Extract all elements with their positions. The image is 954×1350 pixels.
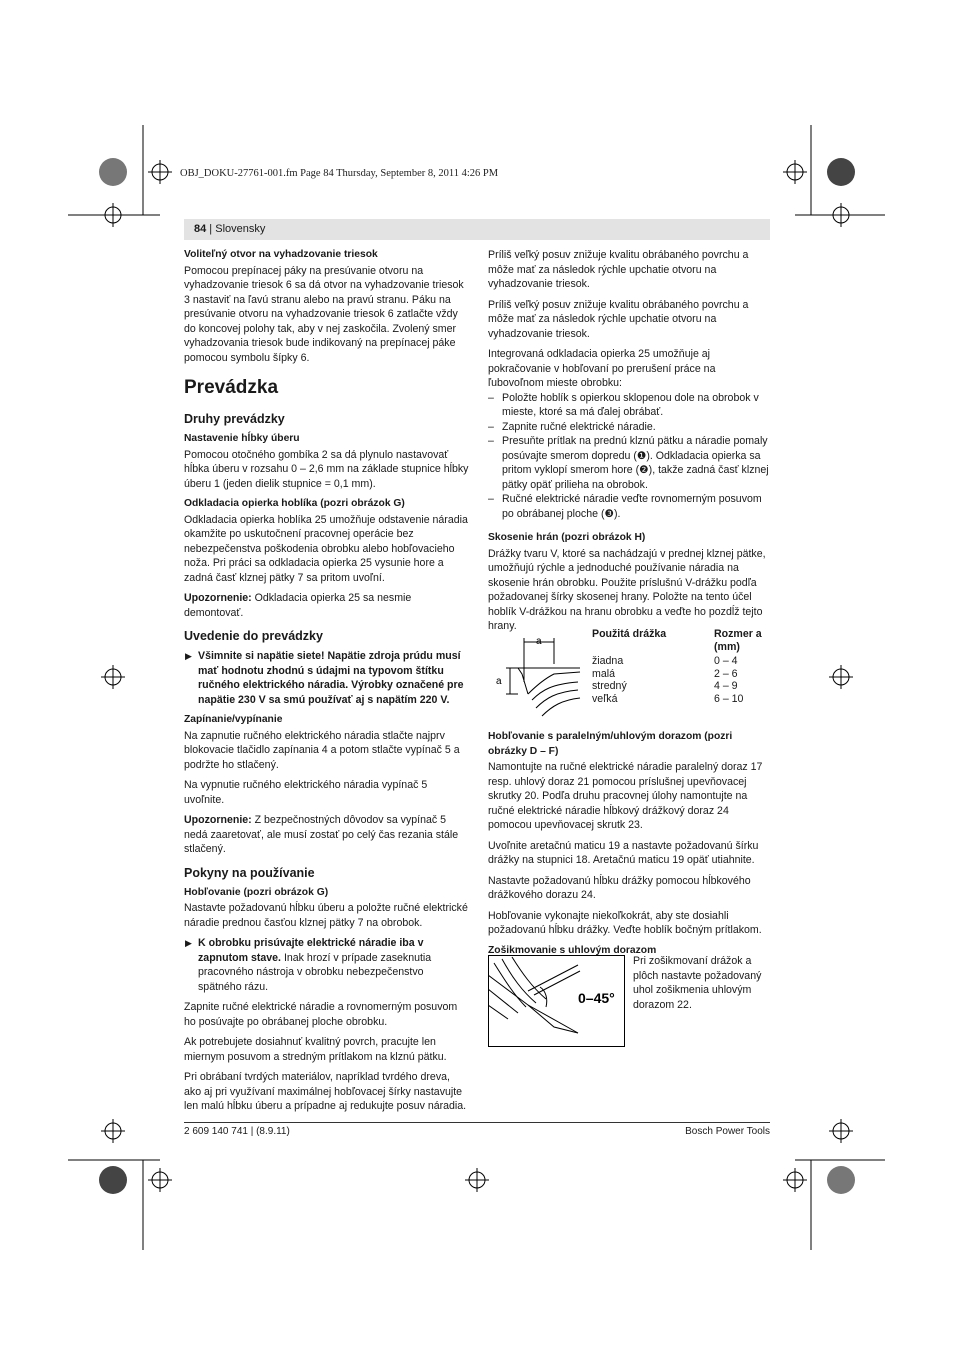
paragraph: Príliš veľký posuv znižuje kvalitu obrábaného povrchu a môže mať za následok rýchle upchatie otvoru na vyhadzovanie triesok.	[488, 249, 749, 290]
section-title: Nastavenie hĺbky úberu	[184, 433, 300, 444]
bevel-figure	[488, 955, 626, 1048]
paragraph: Uvoľnite aretačnú maticu 19 a nastavte požadovanú šírku drážky na stupnici 18. Aretačnú maticu 19 opäť utiahnite.	[488, 839, 759, 866]
page-header: 84 | Slovensky	[194, 223, 266, 235]
right-column-lower	[488, 730, 771, 959]
angle-label: 0–45°	[578, 990, 615, 1006]
section-heading: Uvedenie do prevádzky	[184, 629, 323, 643]
paragraph: Drážky tvaru V, ktoré sa nachádzajú v prednej klznej pätke, umožňujú rýchle a jednoduché používanie náradia na skosenie hrán obrobku. Použite príslušnú V-drážku podľa požadovanej šírky skosenej hrany. Položte na tento účel hoblík V-drážkou na hranu obrobku a veďte ho pozdĺž tejto hrany.	[488, 547, 766, 632]
paragraph: Zapnite ručné elektrické náradie a rovnomerným posuvom ho posúvajte po obrábanej ploche obrobku.	[184, 1001, 458, 1028]
footer-right: Bosch Power Tools	[685, 1126, 770, 1137]
paragraph: Nastavte požadovanú hĺbku úberu a položte ručné elektrické náradie prednou časťou klznej pätky 7 na obrobok.	[184, 902, 468, 929]
paragraph: Ak potrebujete dosiahnuť kvalitný povrch, pracujte len miernym posuvom a stredným prítlakom na klznú pätku.	[184, 1036, 447, 1063]
paragraph: Pomocou prepínacej páky na presúvanie otvoru na vyhadzovanie triesok 6 sa dá otvor na vyhadzovanie triesok 3 nastaviť na ľavú stranu alebo na pravú stranu. Páku na presúvanie otvoru na vyhadzovanie triesok 6 zatlačte vždy do koncovej polohy tak, aby v nej zaskočila. Zvolený smer vyhadzovania triesok bude indikovaný na prepínacej páke pomocou symbolu šípky 6.	[184, 264, 464, 364]
section-title: Skosenie hrán (pozri obrázok H)	[488, 532, 646, 543]
paragraph: Nastavte požadovanú hĺbku drážky pomocou hĺbkového drážkového dorazu 24.	[488, 874, 751, 901]
section-title: Hobľovanie (pozri obrázok G)	[184, 886, 329, 898]
groove-table	[592, 628, 772, 705]
table-header: Rozmer a (mm)	[714, 628, 762, 653]
warning: ▶ Všimnite si napätie siete! Napätie zdroja prúdu musí mať hodnotu zhodnú s údajmi na typovom štítku ručného elektrického náradia. Výrobky označené pre napätie 230 V sa smú používať aj s napätím 220 V.	[185, 650, 464, 706]
chapter-title: Prevádzka	[184, 377, 279, 398]
table-row: veľká 6 – 10	[592, 692, 744, 705]
language: Slovensky	[215, 223, 266, 235]
paragraph: Pomocou otočného gombíka 2 sa dá plynulo nastavovať hĺbka úberu v rozsahu 0 – 2,6 mm na základe stupnice hĺbky úberu 1 (jeden dielik stupnice = 0,1 mm).	[184, 448, 469, 490]
arrow-icon: ▶	[185, 651, 192, 661]
note: Upozornenie: Z bezpečnostných dôvodov sa vypínač 5 nedá zaaretovať, ale musí zostať po celý čas rezania stále stlačený.	[184, 814, 459, 855]
list-item: – Presuňte prítlak na prednú klznú pätku a náradie pomaly posúvajte smerom dopredu (❶). Odkladacia opierka sa pritom vyklopí smerom hore (❷), takže zadná časť klznej pätky opäť prilieha na obrobok.	[488, 434, 771, 492]
section-title: Voliteľný otvor na vyhadzovanie triesok	[184, 249, 378, 260]
footer-line	[184, 1122, 770, 1123]
paragraph: Na zapnutie ručného elektrického náradia stlačte najprv blokovacie tlačidlo zapínania 4 a potom stlačte vypínač 5 a podržte ho stlačený.	[184, 729, 460, 771]
bevel-text	[633, 954, 773, 1018]
section-title: Zošikmovanie s uhlovým dorazom	[488, 944, 657, 956]
file-header: OBJ_DOKU-27761-001.fm Page 84 Thursday, September 8, 2011 4:26 PM	[180, 168, 499, 179]
paragraph: Príliš veľký posuv znižuje kvalitu obrábaného povrchu a môže mať za následok rýchle upchatie otvoru na vyhadzovanie triesok.	[488, 298, 749, 340]
dimension-label: a	[496, 676, 502, 687]
paragraph: Integrovaná odkladacia opierka 25 umožňuje aj pokračovanie v hobľovaní po prerušení práce na ľubovoľnom mieste obrobku:	[488, 348, 716, 389]
paragraph: Na vypnutie ručného elektrického náradia vypínač 5 uvoľnite.	[184, 779, 428, 806]
table-row: malá 2 – 6	[592, 667, 738, 680]
table-header: Použitá drážka	[592, 628, 667, 640]
paragraph: Namontujte na ručné elektrické náradie paralelný doraz 17 resp. uhlový doraz 21 pomocou príslušnej upevňovacej skrutky 20. Podľa druhu pracovnej úlohy namontujte na ručné elektrické náradie hĺbkový drážkový doraz 24 pomocou upevňovacej skrutk 23.	[488, 761, 763, 831]
paragraph: Hobľovanie vykonajte niekoľkokrát, aby ste dosiahli požadovanú hĺbku drážky. Veďte hoblík bočným prítlakom.	[488, 909, 762, 936]
paragraph: Pri obrábaní tvrdých materiálov, napríklad tvrdého dreva, ako aj pri využívaní maximálnej hobľovacej šírky nastavujte len malú hĺbku úberu a prípadne aj redukujte posuv náradia.	[184, 1071, 467, 1112]
list-item: – Zapnite ručné elektrické náradie.	[488, 420, 771, 435]
section-title: Odkladacia opierka hoblíka (pozri obrázok G)	[184, 498, 405, 509]
footer-left: 2 609 140 741 | (8.9.11)	[184, 1126, 290, 1137]
left-column	[184, 248, 469, 1120]
dimension-label: a	[536, 636, 542, 647]
paragraph: Odkladacia opierka hoblíka 25 umožňuje odstavenie náradia okamžite po uskutočnení pracovnej operácie bez nebezpečenstva poškodenia obrobku alebo hobľovacieho noža. Pri práci sa odkladacia opierka 25 vysunie hore a zadná časť klznej pätky 7 sa pritom uvoľní.	[184, 513, 468, 584]
paragraph: Pri zošikmovaní drážok a plôch nastavte požadovaný uhol zošikmenia uhlovým dorazom 22.	[633, 955, 762, 1011]
list-item: – Ručné elektrické náradie veďte rovnomerným posuvom po obrábanej ploche (❸).	[488, 492, 771, 521]
page-number: 84	[194, 223, 207, 235]
section-title: Zapínanie/vypínanie	[184, 714, 283, 725]
section-title: Hobľovanie s paralelným/uhlovým dorazom (pozri obrázky D – F)	[488, 731, 733, 757]
warning: ▶ K obrobku prisúvajte elektrické náradie iba v zapnutom stave. Inak hrozí v prípade zaseknutia pracovného nástroja v obrobku nebezpečenstvo spätného rázu.	[185, 937, 432, 993]
section-heading: Druhy prevádzky	[184, 412, 285, 426]
table-row: žiadna 0 – 4	[592, 655, 738, 667]
table-row: stredný 4 – 9	[592, 680, 738, 692]
list-item: – Položte hoblík s opierkou sklopenou dole na obrobok v mieste, ktoré sa má ďalej obrábať.	[488, 391, 771, 420]
steps-list	[488, 391, 771, 522]
chamfer-figure	[488, 634, 588, 724]
page-header-bar	[184, 219, 770, 240]
note: Upozornenie: Odkladacia opierka 25 sa nesmie demontovať.	[184, 592, 412, 619]
arrow-icon: ▶	[185, 938, 192, 948]
right-column	[488, 248, 771, 640]
section-heading: Pokyny na používanie	[184, 865, 315, 880]
